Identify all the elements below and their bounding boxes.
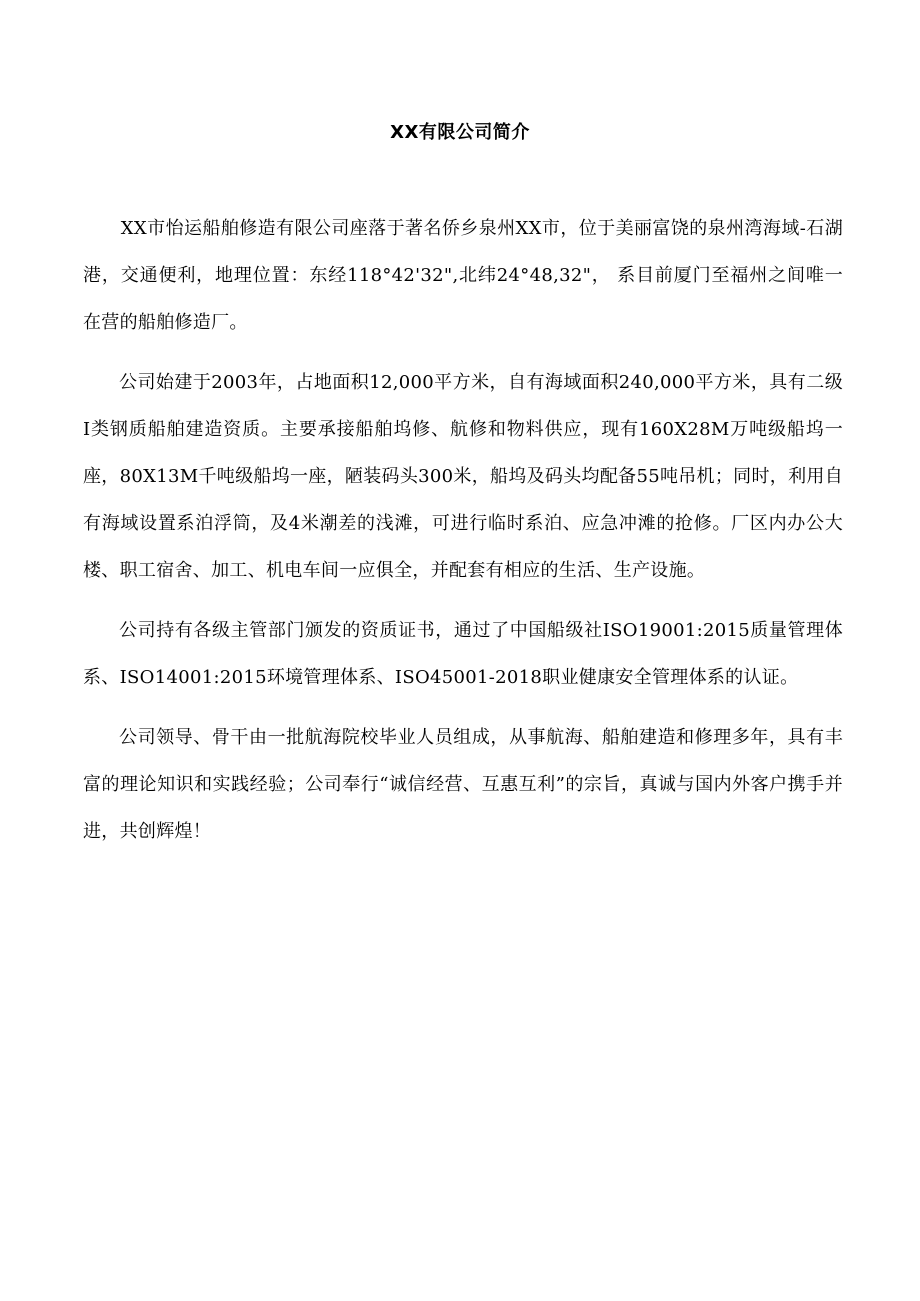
document-body bbox=[83, 205, 843, 868]
paragraph-certifications: 公司持有各级主管部门颁发的资质证书，通过了中国船级社ISO19001:2015质量管理体系、ISO14001:2015环境管理体系、ISO45001-2018职业健康安全管理体系的认证。 bbox=[83, 620, 843, 688]
paragraph-facilities: 公司始建于2003年，占地面积12,000平方米，自有海域面积240,000平方米，具有二级I类钢质船舶建造资质。主要承接船舶坞修、航修和物料供应，现有160X28M万吨级船坞一座，80X13M千吨级船坞一座，陋装码头300米，船坞及码头均配备55吨吊机；同时，利用自有海域设置系泊浮筒，及4米潮差的浅滩，可进行临时系泊、应急冲滩的抢修。厂区内办公大楼、职工宿舍、加工、机电车间一应俱全，并配套有相应的生活、生产设施。 bbox=[83, 372, 843, 581]
paragraph-location: XX市怡运船舶修造有限公司座落于著名侨乡泉州XX市，位于美丽富饶的泉州湾海域-石湖港，交通便利，地理位置：东经118°42'32",北纬24°48,32"， 系目前厦门至福州之间唯一在营的船舶修造厂。 bbox=[83, 218, 843, 333]
document-title: XX有限公司简介 bbox=[390, 122, 530, 143]
paragraph-team: 公司领导、骨干由一批航海院校毕业人员组成，从事航海、船舶建造和修理多年，具有丰富的理论知识和实践经验；公司奉行“诚信经营、互惠互利”的宗旨，真诚与国内外客户携手并进，共创辉煌！ bbox=[83, 727, 843, 842]
